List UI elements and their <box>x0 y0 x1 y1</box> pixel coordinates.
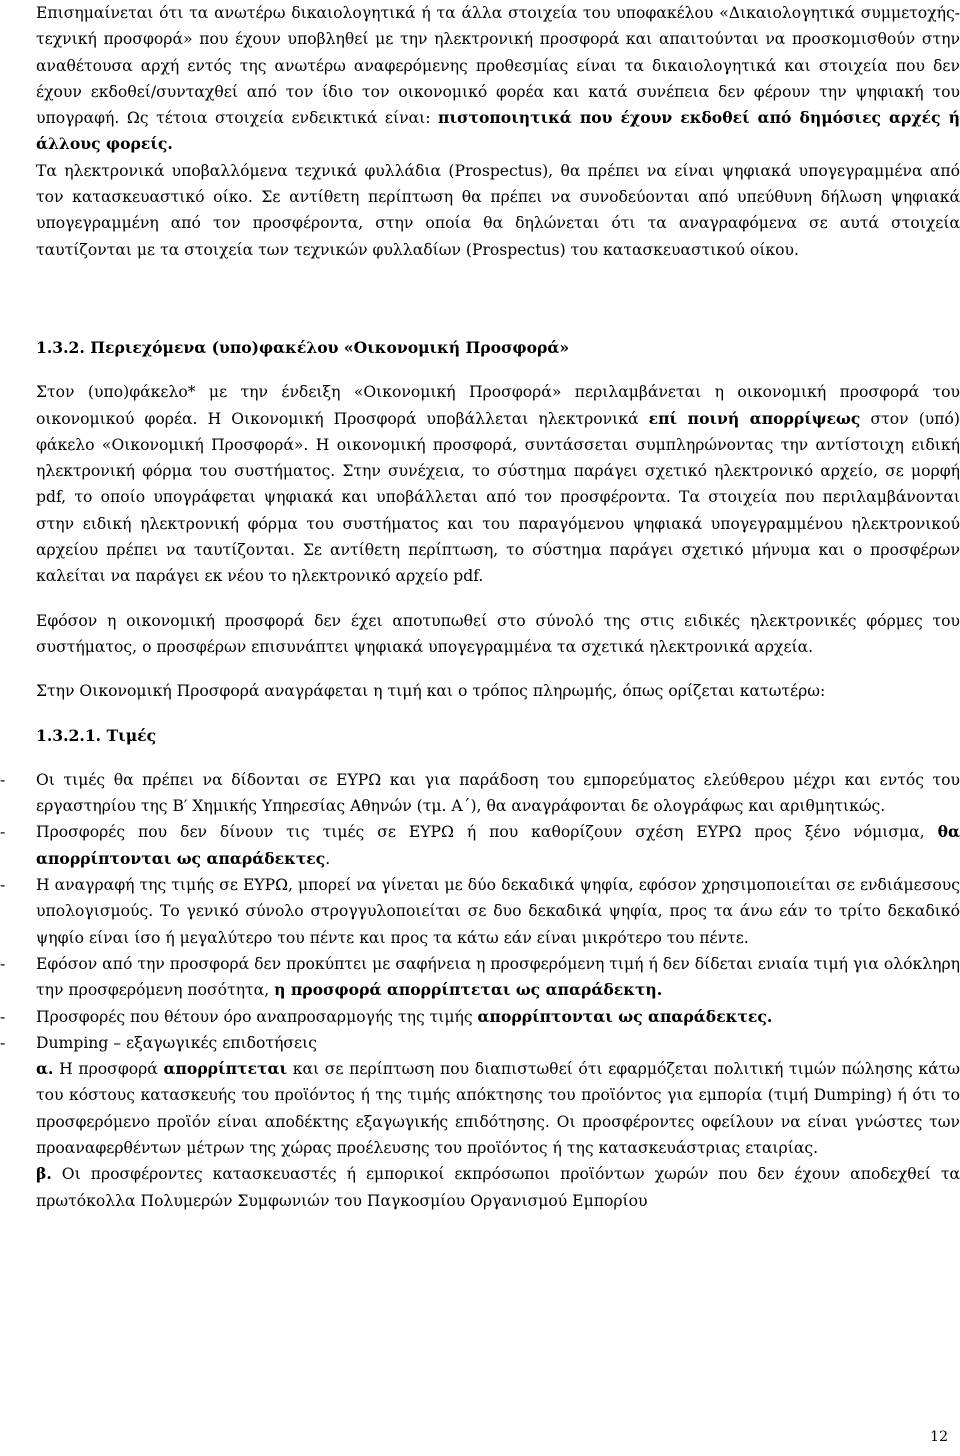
spacer <box>36 705 960 723</box>
list-dash: - <box>0 1007 6 1026</box>
list-dash: - <box>0 954 6 973</box>
page-number: 12 <box>930 1428 948 1445</box>
spacer <box>36 660 960 678</box>
spacer <box>36 590 960 608</box>
section-heading-1-3-2: 1.3.2. Περιεχόμενα (υπο)φακέλου «Οικονομική Προσφορά» <box>36 337 570 357</box>
bold-penalty: επί ποινή απορρίψεως <box>648 408 861 428</box>
list-dash: - <box>0 770 6 789</box>
paragraph-attachments: Εφόσον η οικονομική προσφορά δεν έχει αποτυπωθεί στο σύνολό της στις ειδικές ηλεκτρονικές φόρμες του συστήματος, ο προσφέρων επισυνάπτει ψηφιακά υπογεγραμμένα τα σχετικά ηλεκτρονικά αρχεία. <box>36 611 960 656</box>
bold-rejected: απορρίπτονται ως απαράδεκτες. <box>477 1006 773 1026</box>
bold-rejected: απορρίπτεται <box>163 1059 288 1079</box>
paragraph-price-payment: Στην Οικονομική Προσφορά αναγράφεται η τιμή και ο τρόπος πληρωμής, όπως ορίζεται κατωτέρω: <box>36 682 826 701</box>
list-dash: - <box>0 823 6 842</box>
list-item: - Προσφορές που θέτουν όρο αναπροσαρμογής της τιμής απορρίπτονται ως απαράδεκτες. <box>36 1004 960 1030</box>
paragraph-prospectus: Τα ηλεκτρονικά υποβαλλόμενα τεχνικά φυλλάδια (Prospectus), θα πρέπει να είναι ψηφιακά υπογεγραμμένα από τον κατασκευαστικό οίκο. Σε αντίθετη περίπτωση θα πρέπει να συνοδεύονται από υπεύθυνη δήλωση ψηφιακά υπογεγραμμένη από τον προσφέροντα, στην οποία θα δηλώνεται ότι τα αναγραφόμενα σε αυτά στοιχεία ταυτίζονται με τα στοιχεία των τεχνικών φυλλαδίων (Prospectus) του κατασκευαστικού οίκου. <box>36 161 960 259</box>
spacer <box>36 749 960 767</box>
spacer <box>36 263 960 335</box>
section-heading-1-3-2-1: 1.3.2.1. Τιμές <box>36 725 157 745</box>
list-item: - Dumping – εξαγωγικές επιδοτήσεις <box>36 1030 960 1056</box>
list-subitem-a: α. Η προσφορά απορρίπτεται και σε περίπτωση που διαπιστωθεί ότι εφαρμόζεται πολιτική τιμών πώλησης κάτω του κόστους κατασκευής του προϊόντος ή της τιμής απόκτησης του προϊόντος για εμπορία (τιμή Dumping) ή ότι το προσφερόμενο προϊόν είναι αποδέκτης εξαγωγικής επιδότησης. Οι προσφέροντες οφείλουν να είναι γνώστες των προαναφερθέντων μέτρων της χώρας προέλευσης του προϊόντος ή της κατασκευάστριας εταιρίας. <box>36 1059 960 1157</box>
bold-rejected: η προσφορά απορρίπτεται ως απαράδεκτη. <box>274 980 663 1000</box>
spacer <box>36 361 960 379</box>
list-subitem-b: β. Οι προσφέροντες κατασκευαστές ή εμπορικοί εκπρόσωποι προϊόντων χωρών που δεν έχουν αποδεχθεί τα πρωτόκολλα Πολυμερών Συμφωνιών του Παγκοσμίου Οργανισμού Εμπορίου <box>36 1164 960 1210</box>
list-dash: - <box>0 1033 6 1052</box>
paragraph-financial-offer: Στον (υπο)φάκελο* με την ένδειξη «Οικονομική Προσφορά» περιλαμβάνεται η οικονομική προσφορά του οικονομικού φορέα. Η Οικονομική Προσφορά υποβάλλεται ηλεκτρονικά επί ποινή απορρίψεως στον (υπό) φάκελο «Οικονομική Προσφορά». Η οικονομική προσφορά, συντάσσεται συμπληρώνοντας την αντίστοιχη ειδική ηλεκτρονική φόρμα του συστήματος. Στην συνέχεια, το σύστημα παράγει σχετικό ηλεκτρονικό αρχείο, σε μορφή pdf, το οποίο υπογράφεται ψηφιακά και υποβάλλεται από τον προσφέροντα. Τα στοιχεία που περιλαμβάνονται στην ειδική ηλεκτρονική φόρμα του συστήματος και του παραγόμενου ψηφιακά υπογεγραμμένου ηλεκτρονικού αρχείου πρέπει να ταυτίζονται. Σε αντίθετη περίπτωση, το σύστημα παράγει σχετικό μήνυμα και ο προσφέρων καλείται να παράγει εκ νέου το ηλεκτρονικό αρχείο pdf. <box>36 383 960 586</box>
list-item: - Οι τιμές θα πρέπει να δίδονται σε ΕΥΡΩ και για παράδοση του εμπορεύματος ελεύθερου μέχρι και εντός του εργαστηρίου της Β′ Χημικής Υπηρεσίας Αθηνών (τμ. Α΄), θα αναγράφονται δε ολογράφως και αριθμητικώς. <box>36 767 960 820</box>
price-rules-list <box>0 767 960 1214</box>
list-item: - Προσφορές που δεν δίνουν τις τιμές σε ΕΥΡΩ ή που καθορίζουν σχέση ΕΥΡΩ προς ξένο νόμισμα, θα απορρίπτονται ως απαράδεκτες. <box>36 819 960 872</box>
bold-certificates: πιστοποιητικά που έχουν εκδοθεί από δημόσιες αρχές ή άλλους φορείς. <box>36 108 960 154</box>
list-dash: - <box>0 876 6 895</box>
bold-rejected: θα απορρίπτονται ως απαράδεκτες <box>36 822 960 868</box>
list-item: - Εφόσον από την προσφορά δεν προκύπτει με σαφήνεια η προσφερόμενη τιμή ή δεν δίδεται ενιαία τιμή για ολόκληρη την προσφερόμενη ποσότητα, η προσφορά απορρίπτεται ως απαράδεκτη. <box>36 951 960 1004</box>
paragraph-supporting-documents: Επισημαίνεται ότι τα ανωτέρω δικαιολογητικά ή τα άλλα στοιχεία του υποφακέλου «Δικαιολογητικά συμμετοχής-τεχνική προσφορά» που έχουν υποβληθεί με την ηλεκτρονική προσφορά και απαιτούνται να προσκομισθούν στην αναθέτουσα αρχή εντός της ανωτέρω αναφερόμενης προθεσμίας είναι τα δικαιολογητικά και στοιχεία που δεν έχουν εκδοθεί/συνταχθεί από τον ίδιο τον οικονομικό φορέα και κατά συνέπεια δεν φέρουν την ψηφιακή του υπογραφή. Ως τέτοια στοιχεία ενδεικτικά είναι: πιστοποιητικά που έχουν εκδοθεί από δημόσιες αρχές ή άλλους φορείς. <box>36 4 960 154</box>
subitem-label: β. <box>36 1164 52 1184</box>
list-item: - Η αναγραφή της τιμής σε ΕΥΡΩ, μπορεί να γίνεται με δύο δεκαδικά ψηφία, εφόσον χρησιμοποιείται σε ενδιάμεσους υπολογισμούς. Το γενικό σύνολο στρογγυλοποιείται σε δυο δεκαδικά ψηφία, προς τα άνω εάν το τρίτο δεκαδικό ψηφίο είναι ίσο ή μεγαλύτερο του πέντε και προς τα κάτω εάν είναι μικρότερο του πέντε. <box>36 872 960 951</box>
subitem-label: α. <box>36 1059 54 1079</box>
